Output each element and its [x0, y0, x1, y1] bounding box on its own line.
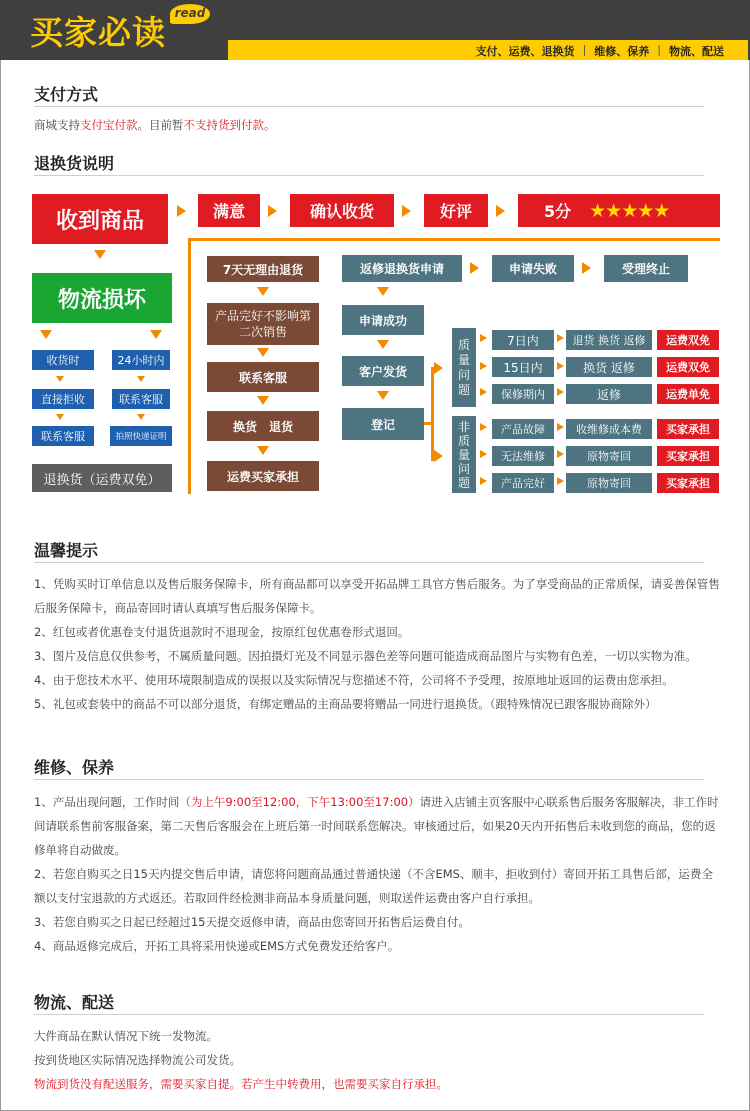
arrow-down: [40, 330, 52, 339]
repair-list: [34, 790, 724, 958]
payment-highlight-no-cod: 不支持货到付款: [183, 118, 264, 132]
arrow-down: [257, 348, 269, 357]
returns-title: 退换货说明: [34, 154, 115, 173]
nq-row-action: 原物寄回: [566, 446, 652, 466]
q-row-cost: 运费双免: [657, 357, 719, 377]
flow-exchange-free: 退换货（运费双免）: [32, 464, 172, 492]
arrow-right: [557, 450, 564, 458]
flow-reject: 直接拒收: [32, 389, 94, 409]
arrow-right: [434, 450, 443, 462]
flow-damaged: 物流损坏: [32, 273, 172, 323]
flow-exchange-return: [207, 411, 319, 441]
logistics-line-warning: 物流到货没有配送服务，需要买家自提。若产生中转费用，也需要买家自行承担。: [34, 1077, 448, 1091]
arrow-right: [496, 205, 505, 217]
section-divider: [34, 106, 704, 107]
arrow-down: [150, 330, 162, 339]
arrow-down: [94, 250, 106, 259]
q-row-action: 退货 换货 返修: [566, 330, 652, 350]
nav-item-payment[interactable]: 支付、运费、退换货: [475, 45, 575, 58]
section-divider: [34, 562, 704, 563]
nav-separator: |: [582, 43, 587, 56]
flow-score: [518, 194, 720, 227]
q-row-action: 返修: [566, 384, 652, 404]
flow-line: [431, 367, 434, 461]
stars-icon: ★★★★★: [589, 199, 670, 222]
arrow-down: [56, 414, 64, 420]
flow-intact: 产品完好不影响第二次销售: [207, 303, 319, 345]
flow-apply: 返修退换货申请: [342, 255, 462, 282]
nq-row-action: 收维修成本费: [566, 419, 652, 439]
arrow-right: [402, 205, 411, 217]
flow-photo-proof: 拍照快递证明: [110, 426, 172, 446]
flow-contact-service-brown: 联系客服: [207, 362, 319, 392]
logistics-line: 按到货地区实际情况选择物流公司发货。: [34, 1053, 241, 1067]
nq-row-action: 原物寄回: [566, 473, 652, 493]
arrow-right: [557, 334, 564, 342]
flow-terminated: 受理终止: [604, 255, 688, 282]
q-row-period: 15日内: [492, 357, 554, 377]
arrow-down: [257, 446, 269, 455]
arrow-right: [480, 450, 487, 458]
arrow-right: [177, 205, 186, 217]
flow-line: [188, 238, 191, 494]
flow-line: [188, 238, 720, 241]
flow-contact-service-24h: 联系客服: [112, 389, 170, 409]
arrow-right: [557, 388, 564, 396]
flow-on-receipt: 收货时: [32, 350, 94, 370]
flow-apply-failed: 申请失败: [492, 255, 574, 282]
q-row-period: 7日内: [492, 330, 554, 350]
payment-text-2: 。目前暂: [137, 118, 184, 132]
logistics-title: 物流、配送: [34, 993, 115, 1012]
tip-item: 2、红包或者优惠卷支付退货退款时不退现金，按原红包优惠卷形式退回。: [34, 625, 410, 639]
page-title: 买家必读: [30, 13, 166, 52]
section-divider: [34, 779, 704, 780]
flow-apply-success: 申请成功: [342, 305, 424, 335]
read-badge: read: [170, 4, 210, 24]
flow-no-reason: 7天无理由退货: [207, 256, 319, 282]
logistics-line: 大件商品在默认情况下统一发物流。: [34, 1029, 218, 1043]
tip-item: 4、由于您技术水平、使用环境限制造成的误报以及实际情况与您描述不符，公司将不予受理，按原地址返回的运费由您承担。: [34, 673, 674, 687]
flow-buyer-shipping: 运费买家承担: [207, 461, 319, 491]
arrow-right: [480, 388, 487, 396]
flow-received: 收到商品: [32, 194, 168, 244]
q-row-cost: 运费双免: [657, 330, 719, 350]
arrow-down: [377, 391, 389, 400]
payment-text-3: 。: [264, 118, 276, 132]
tips-title: 温馨提示: [34, 541, 99, 560]
arrow-down: [56, 376, 64, 382]
arrow-down: [257, 396, 269, 405]
payment-title: 支付方式: [34, 85, 99, 104]
nav-separator: |: [657, 43, 661, 56]
flow-exchange: 换货: [232, 419, 257, 434]
nq-row-cond: 产品故障: [492, 419, 554, 439]
nq-row-cond: 产品完好: [492, 473, 554, 493]
section-divider: [34, 1014, 704, 1015]
flow-return: 退货: [269, 419, 294, 434]
nav-item-logistics[interactable]: 物流、配送: [669, 45, 724, 58]
q-row-cost: 运费单免: [657, 384, 719, 404]
nq-row-cond: 无法维修: [492, 446, 554, 466]
logistics-list: [34, 1024, 724, 1096]
payment-text-1: 商城支持: [34, 118, 80, 132]
nq-row-cost: 买家承担: [657, 419, 719, 439]
tips-list: [34, 572, 724, 716]
flow-non-quality-issue: 非质量问题: [452, 416, 476, 493]
flow-customer-ship: 客户发货: [342, 356, 424, 386]
flow-quality-issue: 质量问题: [452, 328, 476, 407]
flow-confirm: 确认收货: [290, 194, 394, 227]
repair-item: 4、商品返修完成后，开拓工具将采用快递或EMS方式免费发还给客户。: [34, 939, 400, 953]
arrow-right: [480, 362, 487, 370]
arrow-right: [434, 362, 443, 374]
flow-contact-service: 联系客服: [32, 426, 94, 446]
arrow-right: [480, 477, 487, 485]
arrow-down: [137, 414, 145, 420]
arrow-down: [257, 287, 269, 296]
arrow-down: [377, 287, 389, 296]
arrow-down: [137, 376, 145, 382]
repair-item-1a: 1、产品出现问题，工作时间: [34, 795, 180, 809]
repair-item: 3、若您自购买之日起已经超过15天提交返修申请，商品由您寄回开拓售后运费自付。: [34, 915, 470, 929]
repair-item-1c: 请进入店铺主页客服中心联系售后服务客服解决，非工作时间请联系售前客服备案，第二天售后客服会在上班后第一时间联系您解决。审核通过后，如果20天内开拓售后未收到您的商品，您的返修单将自动做废。: [34, 795, 719, 857]
arrow-right: [557, 362, 564, 370]
arrow-right: [480, 423, 487, 431]
score-label: 5分: [544, 202, 572, 221]
nav: [476, 43, 724, 59]
repair-title: 维修、保养: [34, 758, 115, 777]
tip-item: 5、礼包或套装中的商品不可以部分退货，有绑定赠品的主商品要将赠品一同进行退换货。（跟特殊情况已跟客服协商除外）: [34, 697, 657, 711]
tip-item: 3、图片及信息仅供参考，不属质量问题。因拍摄灯光及不同显示器色差等问题可能造成商品图片与实物有色差，一切以实物为准。: [34, 649, 697, 663]
repair-item: 2、若您自购买之日15天内提交售后申请，请您将问题商品通过普通快递（不含EMS、顺丰，拒收到付）寄回开拓工具售后部，运费全额以支付宝退款的方式返还。若取回件经检测非商品本身质量问题，则取送件运费由客户自行承担。: [34, 867, 713, 905]
arrow-right: [268, 205, 277, 217]
nq-row-cost: 买家承担: [657, 446, 719, 466]
section-divider: [34, 175, 704, 176]
nav-item-repair[interactable]: 维修、保养: [594, 45, 650, 58]
payment-highlight-alipay: 支付宝付款: [80, 118, 138, 132]
repair-work-hours: （为上午9:00至12:00，下午13:00至17:00）: [179, 795, 420, 809]
arrow-right: [557, 477, 564, 485]
q-row-action: 换货 返修: [566, 357, 652, 377]
flow-within-24h: 24小时内: [112, 350, 170, 370]
arrow-right: [557, 423, 564, 431]
flow-register: 登记: [342, 408, 424, 440]
flow-satisfied: 满意: [198, 194, 260, 227]
payment-text: [34, 113, 724, 137]
flow-good-review: 好评: [424, 194, 488, 227]
tip-item: 1、凭购买时订单信息以及售后服务保障卡，所有商品都可以享受开拓品牌工具官方售后服务。为了享受商品的正常质保，请妥善保管售后服务保障卡，商品寄回时请认真填写售后服务保障卡。: [34, 577, 720, 615]
nq-row-cost: 买家承担: [657, 473, 719, 493]
repair-item: [34, 790, 724, 862]
q-row-period: 保修期内: [492, 384, 554, 404]
arrow-down: [377, 340, 389, 349]
arrow-right: [582, 262, 591, 274]
arrow-right: [480, 334, 487, 342]
arrow-right: [470, 262, 479, 274]
